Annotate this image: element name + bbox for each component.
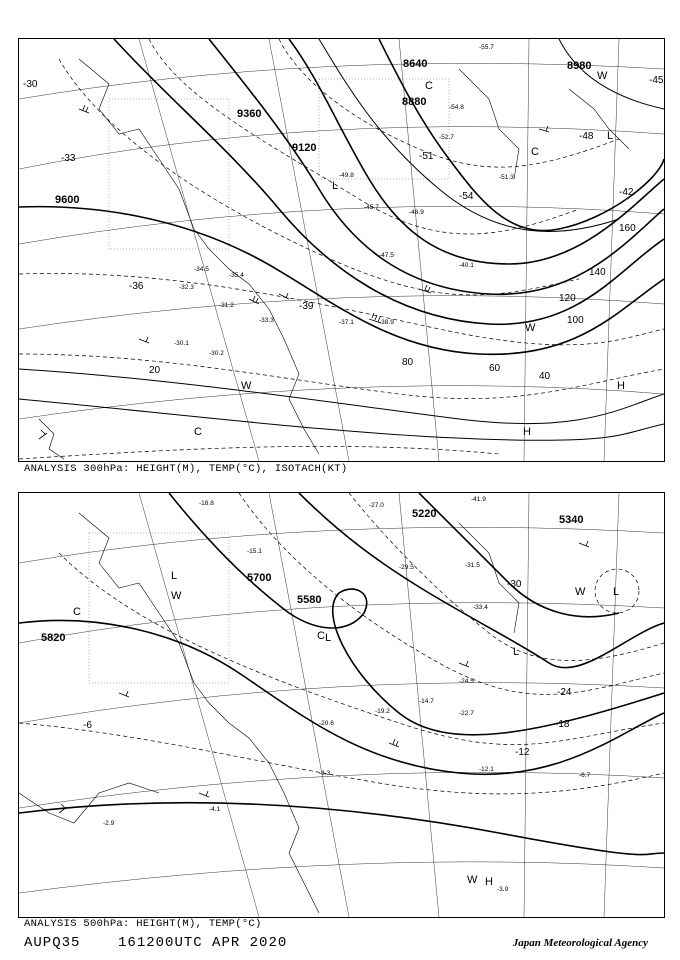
temp-label: -42 <box>619 187 634 198</box>
temp-label: -30 <box>23 79 38 90</box>
cold-marker: C <box>73 606 81 618</box>
temp-label: -12 <box>515 747 530 758</box>
low-marker: L <box>613 586 620 598</box>
height-label: 9600 <box>55 194 80 206</box>
temp-stipple <box>89 533 229 683</box>
obs-value: -19.2 <box>375 708 390 715</box>
chart-500hpa <box>18 492 665 918</box>
low-marker: L <box>325 632 332 644</box>
obs-value: -54.8 <box>449 104 464 111</box>
isotach-label: 20 <box>149 365 161 376</box>
height-label: 5340 <box>559 514 584 526</box>
obs-value: -51.3 <box>499 174 514 181</box>
isotachs <box>19 39 664 440</box>
obs-value: -3.9 <box>497 886 509 893</box>
obs-value: -33.3 <box>259 317 274 324</box>
low-marker: L <box>513 646 520 658</box>
obs-value: -55.7 <box>479 44 494 51</box>
obs-value: -6.7 <box>579 772 591 779</box>
height-label: 5700 <box>247 572 272 584</box>
coastline <box>39 59 629 459</box>
obs-value: -31.2 <box>219 302 234 309</box>
obs-value: -31.5 <box>465 562 480 569</box>
warm-marker: W <box>525 322 536 334</box>
obs-value: -32.3 <box>179 284 194 291</box>
obs-value: -49.8 <box>339 172 354 179</box>
cold-marker: C <box>317 630 325 642</box>
obs-value: -45.7 <box>364 204 379 211</box>
height-label: 5580 <box>297 594 322 606</box>
high-marker: H <box>485 876 493 888</box>
high-marker: H <box>523 426 531 438</box>
chart-300hpa <box>18 38 665 462</box>
obs-value: -8.3 <box>319 770 331 777</box>
map-500hpa <box>19 493 664 917</box>
caption-500hpa: ANALYSIS 500hPa: HEIGHT(M), TEMP(°C) <box>24 918 262 930</box>
map-300hpa <box>19 39 664 461</box>
temp-label: -6 <box>83 720 92 731</box>
temp-label: -33 <box>61 153 76 164</box>
high-marker: H <box>617 380 625 392</box>
warm-marker: W <box>575 586 586 598</box>
obs-value: -30.1 <box>174 340 189 347</box>
obs-value: -24.5 <box>459 678 474 685</box>
low-marker: L <box>332 180 339 192</box>
cold-marker: C <box>425 80 433 92</box>
temp-label: -48 <box>579 131 594 142</box>
height-contours <box>19 39 664 354</box>
obs-value: -40.1 <box>459 262 474 269</box>
warm-marker: W <box>597 70 608 82</box>
obs-value: -37.1 <box>339 319 354 326</box>
obs-value: -4.1 <box>209 806 221 813</box>
obs-value: -20.6 <box>319 720 334 727</box>
low-marker: L <box>607 130 614 142</box>
temp-label: -18 <box>555 719 570 730</box>
warm-marker: W <box>467 874 478 886</box>
temp-label: -39 <box>299 301 314 312</box>
temp-label: -30 <box>507 579 522 590</box>
isotach-label: 160 <box>619 223 636 234</box>
obs-value: -38.9 <box>379 319 394 326</box>
height-labels <box>55 58 591 206</box>
temp-label: -51 <box>419 151 434 162</box>
cold-marker: C <box>194 426 202 438</box>
obs-value: -15.1 <box>247 548 262 555</box>
obs-value: -48.9 <box>409 209 424 216</box>
height-label: 8640 <box>403 58 428 70</box>
height-label: 5220 <box>412 508 437 520</box>
temp-label: -54 <box>459 191 474 202</box>
obs-value: -22.7 <box>459 710 474 717</box>
latlon-grid <box>19 493 664 917</box>
latlon-grid <box>19 39 664 461</box>
height-label: 9360 <box>237 108 262 120</box>
temp-labels <box>23 75 664 312</box>
height-label: 5820 <box>41 632 66 644</box>
obs-value: -12.1 <box>479 766 494 773</box>
height-label: 9120 <box>292 142 317 154</box>
height-label: 8980 <box>567 60 592 72</box>
obs-value: -14.7 <box>419 698 434 705</box>
obs-value: -29.5 <box>399 564 414 571</box>
obs-value: -27.0 <box>369 502 384 509</box>
warm-marker: W <box>241 380 252 392</box>
isotach-label: 120 <box>559 293 576 304</box>
obs-value: -2.9 <box>103 820 115 827</box>
height-contours <box>19 493 664 855</box>
obs-value: -30.2 <box>209 350 224 357</box>
obs-value: -35.4 <box>229 272 244 279</box>
agency-name: Japan Meteorological Agency <box>512 937 648 949</box>
wind-barbs <box>39 105 549 439</box>
height-label: 8880 <box>402 96 427 108</box>
chart-code: AUPQ35 <box>24 935 81 951</box>
isotach-label: 40 <box>539 371 551 382</box>
obs-value: -47.5 <box>379 252 394 259</box>
isotach-label: 60 <box>489 363 501 374</box>
obs-value: -52.7 <box>439 134 454 141</box>
obs-value: -33.4 <box>473 604 488 611</box>
obs-value: -18.8 <box>199 500 214 507</box>
temp-label: -36 <box>129 281 144 292</box>
isotach-label: 80 <box>402 357 414 368</box>
caption-300hpa: ANALYSIS 300hPa: HEIGHT(M), TEMP(°C), ISOTACH(KT) <box>24 463 348 475</box>
temp-label: -45 <box>649 75 664 86</box>
obs-value: -34.5 <box>194 266 209 273</box>
cold-marker: C <box>531 146 539 158</box>
temp-label: -24 <box>557 687 572 698</box>
low-marker: L <box>171 570 178 582</box>
valid-time: 161200UTC APR 2020 <box>118 935 288 951</box>
isotach-label: 140 <box>589 267 606 278</box>
isotherms <box>19 39 664 459</box>
obs-value: -41.9 <box>471 496 486 503</box>
chart-id <box>24 935 287 951</box>
isotach-label: 100 <box>567 315 584 326</box>
warm-marker: W <box>171 590 182 602</box>
station-obs <box>103 496 591 893</box>
